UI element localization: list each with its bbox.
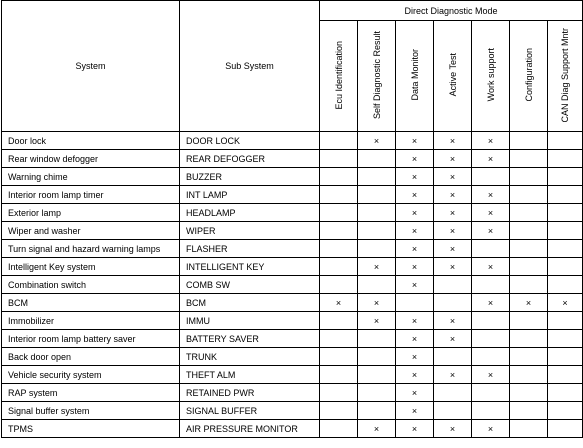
supported-mark: × (487, 153, 494, 164)
mode-support-cell (396, 330, 434, 348)
supported-mark: × (449, 261, 456, 272)
system-cell: Signal buffer system (2, 402, 180, 420)
mode-support-cell (548, 348, 583, 366)
mode-support-cell (548, 258, 583, 276)
mode-support-cell (434, 132, 472, 150)
mode-support-cell (320, 150, 358, 168)
mode-support-cell (358, 366, 396, 384)
mode-support-cell (548, 132, 583, 150)
mode-support-cell (434, 384, 472, 402)
supported-mark: × (411, 153, 418, 164)
mode-support-cell (548, 150, 583, 168)
system-cell: Immobilizer (2, 312, 180, 330)
system-cell: Vehicle security system (2, 366, 180, 384)
mode-support-cell (548, 384, 583, 402)
sub-system-cell: IMMU (180, 312, 320, 330)
mode-support-cell (510, 330, 548, 348)
mode-support-cell (434, 402, 472, 420)
mode-support-cell (548, 366, 583, 384)
table-row (2, 348, 583, 366)
mode-support-cell (434, 276, 472, 294)
mode-support-cell (510, 420, 548, 438)
mode-support-cell (434, 294, 472, 312)
supported-mark: × (487, 261, 494, 272)
mode-support-cell (358, 132, 396, 150)
table-row (2, 204, 583, 222)
table-row (2, 168, 583, 186)
supported-mark: × (449, 243, 456, 254)
mode-support-cell (548, 420, 583, 438)
mode-support-cell (358, 348, 396, 366)
mode-support-cell (472, 366, 510, 384)
sub-system-cell: REAR DEFOGGER (180, 150, 320, 168)
mode-support-cell (358, 204, 396, 222)
mode-support-cell (548, 240, 583, 258)
mode-support-cell (358, 258, 396, 276)
supported-mark: × (411, 261, 418, 272)
mode-support-cell (358, 168, 396, 186)
supported-mark: × (411, 207, 418, 218)
mode-support-cell (396, 366, 434, 384)
mode-support-cell (548, 276, 583, 294)
mode-support-cell (358, 402, 396, 420)
mode-support-cell (434, 168, 472, 186)
mode-support-cell (510, 294, 548, 312)
table-row (2, 186, 583, 204)
sub-system-cell: COMB SW (180, 276, 320, 294)
supported-mark: × (411, 171, 418, 182)
mode-support-cell (320, 384, 358, 402)
mode-support-cell (358, 384, 396, 402)
table-row (2, 150, 583, 168)
mode-support-cell (320, 294, 358, 312)
mode-support-cell (396, 204, 434, 222)
mode-support-cell (396, 402, 434, 420)
mode-support-cell (320, 276, 358, 294)
supported-mark: × (449, 171, 456, 182)
sub-system-cell: BUZZER (180, 168, 320, 186)
system-cell: Door lock (2, 132, 180, 150)
supported-mark: × (373, 297, 380, 308)
mode-support-cell (472, 186, 510, 204)
supported-mark: × (373, 423, 380, 434)
sub-system-cell: INT LAMP (180, 186, 320, 204)
supported-mark: × (411, 387, 418, 398)
mode-support-cell (396, 258, 434, 276)
mode-support-cell (472, 276, 510, 294)
mode-support-cell (510, 240, 548, 258)
mode-support-cell (548, 294, 583, 312)
supported-mark: × (487, 225, 494, 236)
sub-system-cell: DOOR LOCK (180, 132, 320, 150)
supported-mark: × (449, 369, 456, 380)
mode-support-cell (358, 330, 396, 348)
mode-support-cell (396, 150, 434, 168)
supported-mark: × (449, 189, 456, 200)
mode-support-cell (320, 402, 358, 420)
system-cell: Back door open (2, 348, 180, 366)
mode-support-cell (548, 312, 583, 330)
direct-diagnostic-mode-header: Direct Diagnostic Mode (320, 1, 583, 21)
mode-support-cell (510, 276, 548, 294)
mode-support-cell (510, 384, 548, 402)
mode-header-work-support: Work support (472, 21, 510, 132)
mode-support-cell (320, 330, 358, 348)
mode-header-active-test: Active Test (434, 21, 472, 132)
mode-support-cell (320, 312, 358, 330)
mode-support-cell (510, 168, 548, 186)
supported-mark: × (411, 405, 418, 416)
supported-mark: × (487, 369, 494, 380)
supported-mark: × (411, 423, 418, 434)
mode-support-cell (548, 222, 583, 240)
system-cell: RAP system (2, 384, 180, 402)
mode-support-cell (320, 132, 358, 150)
supported-mark: × (411, 333, 418, 344)
mode-support-cell (320, 366, 358, 384)
mode-support-cell (396, 222, 434, 240)
sub-system-cell: BATTERY SAVER (180, 330, 320, 348)
mode-support-cell (434, 258, 472, 276)
mode-support-cell (434, 204, 472, 222)
table-row (2, 420, 583, 438)
mode-header-self-diagnostic-result: Self Diagnostic Result (358, 21, 396, 132)
mode-support-cell (472, 222, 510, 240)
mode-support-cell (510, 348, 548, 366)
mode-support-cell (320, 222, 358, 240)
mode-support-cell (320, 420, 358, 438)
mode-support-cell (358, 240, 396, 258)
system-cell: Wiper and washer (2, 222, 180, 240)
mode-header-ecu-identification: Ecu Identification (320, 21, 358, 132)
mode-support-cell (320, 168, 358, 186)
mode-support-cell (358, 420, 396, 438)
mode-support-cell (396, 240, 434, 258)
mode-support-cell (472, 168, 510, 186)
mode-support-cell (548, 402, 583, 420)
mode-support-cell (472, 348, 510, 366)
mode-support-cell (548, 330, 583, 348)
supported-mark: × (411, 351, 418, 362)
mode-support-cell (358, 276, 396, 294)
mode-support-cell (396, 168, 434, 186)
mode-support-cell (396, 132, 434, 150)
mode-support-cell (434, 420, 472, 438)
mode-support-cell (396, 276, 434, 294)
supported-mark: × (449, 423, 456, 434)
system-cell: Interior room lamp timer (2, 186, 180, 204)
table-row (2, 276, 583, 294)
mode-support-cell (320, 348, 358, 366)
supported-mark: × (373, 135, 380, 146)
mode-support-cell (472, 384, 510, 402)
mode-support-cell (472, 204, 510, 222)
supported-mark: × (487, 297, 494, 308)
mode-support-cell (320, 186, 358, 204)
mode-support-cell (510, 186, 548, 204)
mode-support-cell (396, 420, 434, 438)
mode-support-cell (510, 258, 548, 276)
mode-header-data-monitor: Data Monitor (396, 21, 434, 132)
table-row (2, 384, 583, 402)
mode-support-cell (358, 222, 396, 240)
system-cell: Exterior lamp (2, 204, 180, 222)
supported-mark: × (449, 207, 456, 218)
system-cell: BCM (2, 294, 180, 312)
mode-support-cell (472, 294, 510, 312)
sub-system-cell: INTELLIGENT KEY (180, 258, 320, 276)
mode-support-cell (434, 186, 472, 204)
sub-system-cell: HEADLAMP (180, 204, 320, 222)
system-cell: TPMS (2, 420, 180, 438)
table-row (2, 330, 583, 348)
mode-support-cell (472, 240, 510, 258)
mode-support-cell (358, 294, 396, 312)
mode-support-cell (472, 132, 510, 150)
table-body (2, 132, 583, 438)
table-row (2, 132, 583, 150)
mode-header-can-diag-support-mntr: CAN Diag Support Mntr (548, 21, 583, 132)
mode-support-cell (320, 258, 358, 276)
supported-mark: × (335, 297, 342, 308)
supported-mark: × (411, 279, 418, 290)
mode-support-cell (472, 402, 510, 420)
table-row (2, 240, 583, 258)
mode-support-cell (510, 312, 548, 330)
mode-support-cell (434, 366, 472, 384)
table-row (2, 402, 583, 420)
mode-support-cell (434, 240, 472, 258)
mode-support-cell (320, 240, 358, 258)
mode-support-cell (396, 384, 434, 402)
mode-support-cell (434, 348, 472, 366)
mode-support-cell (434, 312, 472, 330)
sub-system-column-header: Sub System (180, 1, 320, 132)
mode-support-cell (510, 366, 548, 384)
mode-support-cell (434, 150, 472, 168)
mode-header-configuration: Configuration (510, 21, 548, 132)
sub-system-cell: RETAINED PWR (180, 384, 320, 402)
system-cell: Interior room lamp battery saver (2, 330, 180, 348)
mode-support-cell (472, 420, 510, 438)
table-row (2, 312, 583, 330)
mode-support-cell (548, 168, 583, 186)
supported-mark: × (487, 135, 494, 146)
mode-support-cell (396, 294, 434, 312)
supported-mark: × (449, 135, 456, 146)
table-row (2, 294, 583, 312)
supported-mark: × (449, 153, 456, 164)
supported-mark: × (449, 225, 456, 236)
sub-system-cell: THEFT ALM (180, 366, 320, 384)
system-column-header: System (2, 1, 180, 132)
supported-mark: × (525, 297, 532, 308)
mode-support-cell (396, 312, 434, 330)
mode-support-cell (510, 204, 548, 222)
mode-support-cell (358, 312, 396, 330)
supported-mark: × (373, 315, 380, 326)
mode-support-cell (434, 222, 472, 240)
supported-mark: × (373, 261, 380, 272)
diagnostic-mode-table (1, 0, 583, 438)
mode-support-cell (472, 312, 510, 330)
mode-support-cell (548, 186, 583, 204)
mode-support-cell (358, 186, 396, 204)
mode-support-cell (472, 258, 510, 276)
sub-system-cell: WIPER (180, 222, 320, 240)
system-cell: Turn signal and hazard warning lamps (2, 240, 180, 258)
mode-support-cell (548, 204, 583, 222)
supported-mark: × (411, 243, 418, 254)
sub-system-cell: AIR PRESSURE MONITOR (180, 420, 320, 438)
system-cell: Warning chime (2, 168, 180, 186)
sub-system-cell: FLASHER (180, 240, 320, 258)
supported-mark: × (487, 207, 494, 218)
system-cell: Combination switch (2, 276, 180, 294)
supported-mark: × (562, 297, 568, 308)
mode-support-cell (510, 132, 548, 150)
supported-mark: × (411, 135, 418, 146)
sub-system-cell: TRUNK (180, 348, 320, 366)
supported-mark: × (411, 315, 418, 326)
supported-mark: × (449, 315, 456, 326)
mode-support-cell (320, 204, 358, 222)
sub-system-cell: BCM (180, 294, 320, 312)
supported-mark: × (449, 333, 456, 344)
supported-mark: × (487, 189, 494, 200)
mode-support-cell (396, 348, 434, 366)
mode-support-cell (510, 150, 548, 168)
supported-mark: × (411, 225, 418, 236)
mode-support-cell (472, 150, 510, 168)
sub-system-cell: SIGNAL BUFFER (180, 402, 320, 420)
supported-mark: × (487, 423, 494, 434)
mode-support-cell (510, 402, 548, 420)
system-cell: Rear window defogger (2, 150, 180, 168)
mode-support-cell (472, 330, 510, 348)
supported-mark: × (411, 369, 418, 380)
table-row (2, 366, 583, 384)
mode-support-cell (434, 330, 472, 348)
mode-support-cell (510, 222, 548, 240)
system-cell: Intelligent Key system (2, 258, 180, 276)
mode-support-cell (358, 150, 396, 168)
table-row (2, 222, 583, 240)
supported-mark: × (411, 189, 418, 200)
mode-support-cell (396, 186, 434, 204)
table-row (2, 258, 583, 276)
